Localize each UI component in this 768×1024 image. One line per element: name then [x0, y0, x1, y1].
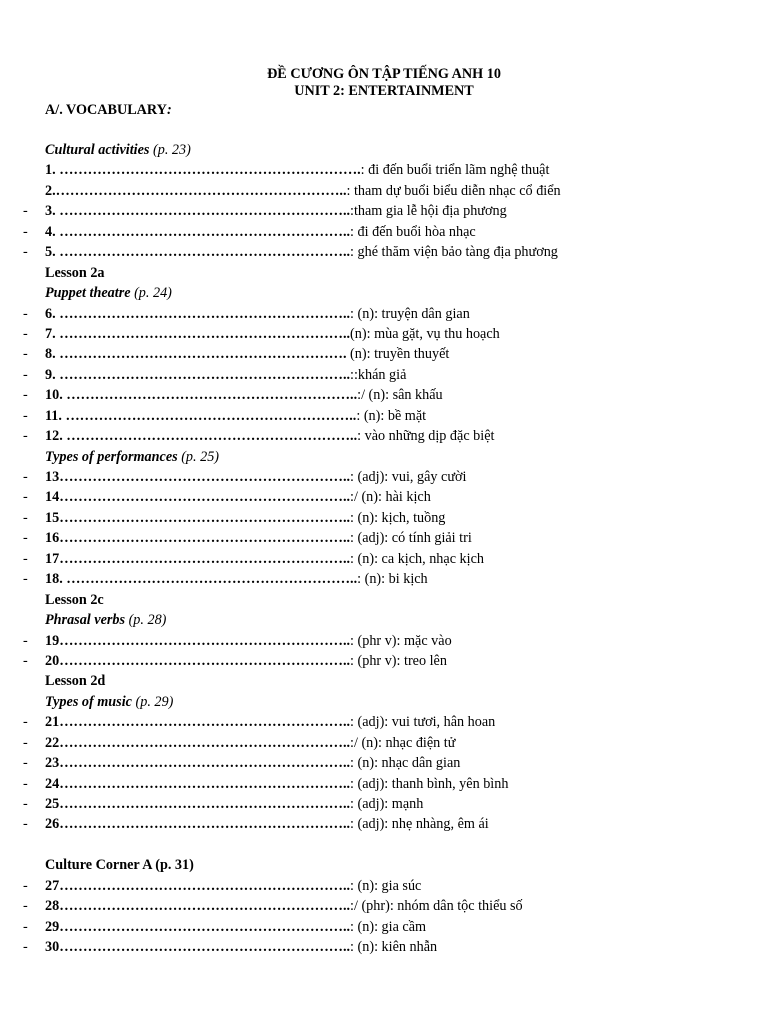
- vocab-item-text: [45, 242, 558, 262]
- item-definition: ::khán giả: [350, 366, 407, 383]
- header-line: [0, 610, 768, 630]
- vocab-item: [0, 508, 768, 528]
- vocab-item-text: [45, 324, 500, 344]
- item-definition: : (n): kiên nhẫn: [350, 939, 438, 956]
- item-number: 6. ……………………………………………………..: [45, 305, 351, 322]
- item-definition: : (n): ca kịch, nhạc kịch: [350, 550, 484, 567]
- lesson-line: [0, 671, 768, 691]
- topic-title: Cultural activities: [45, 142, 150, 158]
- vocab-item: [0, 712, 768, 732]
- item-number: 13……………………………………………………..: [45, 469, 351, 485]
- item-number: 21……………………………………………………..: [45, 714, 351, 731]
- bullet-dash: -: [23, 223, 28, 240]
- bullet-dash: -: [23, 755, 28, 772]
- vocab-item-text: [45, 528, 472, 548]
- item-number: 9. ……………………………………………………..: [45, 366, 351, 383]
- vocab-item-text: [45, 385, 443, 405]
- vocab-item-text: [45, 181, 561, 201]
- item-definition: :/ (n): nhạc điện tử: [350, 734, 456, 751]
- item-definition: : đi đến buổi hòa nhạc: [350, 223, 476, 240]
- item-number: 26……………………………………………………..: [45, 816, 351, 833]
- topic-page: (p. 25): [177, 448, 220, 465]
- item-number: 4. ……………………………………………………..: [45, 223, 351, 240]
- vocab-item: [0, 651, 768, 671]
- vocab-item-text: [45, 937, 437, 957]
- blank-line: [0, 835, 768, 855]
- bullet-dash: -: [23, 244, 28, 261]
- item-number: 12. ……………………………………………………..: [45, 428, 358, 445]
- item-definition: : (n): bi kịch: [357, 571, 428, 588]
- item-definition: : (n): truyện dân gian: [350, 305, 470, 322]
- bullet-dash: -: [23, 346, 28, 363]
- item-definition: (n): truyền thuyết: [350, 346, 450, 363]
- vocab-item: [0, 569, 768, 589]
- item-number: 10. ……………………………………………………..: [45, 387, 358, 404]
- vocab-item: [0, 917, 768, 937]
- vocab-item-text: [45, 733, 455, 753]
- vocab-item: [0, 160, 768, 180]
- vocab-item-text: [45, 406, 426, 426]
- item-definition: : ghé thăm viện bảo tàng địa phương: [350, 244, 558, 261]
- vocab-item: [0, 365, 768, 385]
- vocab-item: [0, 814, 768, 834]
- vocab-item-text: [45, 753, 460, 773]
- vocab-item-text: [45, 814, 489, 834]
- bullet-dash: -: [23, 877, 28, 894]
- item-definition: : tham dự buổi biểu diễn nhạc cổ điển: [346, 182, 561, 199]
- bullet-dash: -: [23, 387, 28, 404]
- bullet-dash: -: [23, 550, 28, 567]
- vocab-item: [0, 385, 768, 405]
- vocab-item: [0, 774, 768, 794]
- section-label: A/. VOCABULARY: [45, 102, 167, 118]
- item-definition: :/ (n): hài kịch: [350, 489, 431, 506]
- vocab-item: [0, 549, 768, 569]
- item-definition: : đi đến buổi triển lãm nghệ thuật: [360, 162, 550, 179]
- lesson-heading: Lesson 2a: [45, 264, 105, 281]
- section-heading: [45, 102, 172, 119]
- bullet-dash: -: [23, 530, 28, 547]
- vocab-item-text: [45, 222, 476, 242]
- item-number: 2.……………………………………………………..: [45, 182, 347, 199]
- item-definition: : (n): kịch, tuồng: [350, 509, 446, 526]
- topic-heading: [45, 447, 219, 467]
- topic-heading: [45, 140, 191, 160]
- vocab-item: [0, 487, 768, 507]
- vocab-item: [0, 344, 768, 364]
- item-number: 19……………………………………………………..: [45, 632, 351, 649]
- bullet-dash: -: [23, 489, 28, 506]
- document-title: ĐỀ CƯƠNG ÔN TẬP TIẾNG ANH 10: [267, 66, 501, 82]
- vocab-item-text: [45, 631, 452, 651]
- item-definition: (n): mùa gặt, vụ thu hoạch: [350, 325, 500, 342]
- item-definition: : (n): gia súc: [350, 877, 422, 894]
- vocab-item-text: [45, 365, 406, 385]
- item-number: 16……………………………………………………..: [45, 530, 351, 547]
- bullet-dash: -: [23, 571, 28, 588]
- vocab-item: [0, 201, 768, 221]
- vocab-item: [0, 426, 768, 446]
- bullet-dash: -: [23, 775, 28, 792]
- vocab-item: [0, 528, 768, 548]
- header-line: [0, 283, 768, 303]
- vocab-item: [0, 937, 768, 957]
- vocab-item-text: [45, 917, 426, 937]
- vocab-item: [0, 631, 768, 651]
- bullet-dash: -: [23, 632, 28, 649]
- bullet-dash: -: [23, 428, 28, 445]
- vocab-item-text: [45, 549, 484, 569]
- item-number: 24……………………………………………………..: [45, 775, 351, 792]
- lesson-line: [0, 263, 768, 283]
- item-number: 14……………………………………………………..: [45, 489, 351, 506]
- bullet-dash: -: [23, 325, 28, 342]
- item-definition: : (phr v): mặc vào: [350, 632, 452, 649]
- topic-page: (p. 29): [131, 693, 174, 710]
- topic-page: (p. 23): [149, 142, 191, 158]
- lesson-line: [0, 590, 768, 610]
- bullet-dash: -: [23, 469, 28, 485]
- item-definition: :/ (n): sân khấu: [357, 387, 443, 404]
- bullet-dash: -: [23, 796, 28, 812]
- topic-title: Puppet theatre: [45, 285, 131, 302]
- topic-page: (p. 24): [130, 285, 172, 302]
- vocab-item: [0, 794, 768, 814]
- culture-corner-heading: Culture Corner A (p. 31): [45, 857, 194, 874]
- vocab-item: [0, 181, 768, 201]
- bullet-dash: -: [23, 734, 28, 751]
- item-number: 30……………………………………………………..: [45, 939, 351, 956]
- vocab-item: [0, 467, 768, 487]
- topic-title: Types of music: [45, 693, 132, 710]
- vocab-item-text: [45, 896, 523, 916]
- vocab-item-text: [45, 487, 431, 507]
- item-number: 18. ……………………………………………………..: [45, 571, 358, 588]
- item-number: 8. …………………………………………………….: [45, 346, 351, 363]
- item-definition: : (n): gia cầm: [350, 918, 427, 935]
- unit-title: UNIT 2: ENTERTAINMENT: [294, 83, 474, 99]
- corner-line: [0, 855, 768, 875]
- vocab-item-text: [45, 344, 449, 364]
- bullet-dash: -: [23, 714, 28, 731]
- vocab-item-text: [45, 508, 445, 528]
- item-number: 11. ……………………………………………………..: [45, 407, 357, 424]
- vocab-item-text: [45, 467, 466, 487]
- bullet-dash: -: [23, 305, 28, 322]
- bullet-dash: -: [23, 652, 28, 669]
- lesson-heading: Lesson 2c: [45, 591, 104, 608]
- bullet-dash: -: [23, 939, 28, 956]
- item-number: 3. ……………………………………………………..: [45, 203, 351, 220]
- topic-heading: [45, 692, 173, 712]
- bullet-dash: -: [23, 918, 28, 935]
- item-definition: : (phr v): treo lên: [350, 652, 447, 669]
- topic-title: Phrasal verbs: [45, 612, 126, 629]
- vocab-item: [0, 896, 768, 916]
- section-colon: :: [166, 102, 172, 118]
- vocab-item-text: [45, 794, 423, 814]
- topic-page: (p. 28): [125, 612, 167, 629]
- item-definition: : (adj): có tính giải tri: [350, 530, 472, 547]
- item-definition: : (adj): vui tươi, hân hoan: [350, 714, 496, 731]
- header-line: [0, 447, 768, 467]
- vocab-item-text: [45, 426, 494, 446]
- bullet-dash: -: [23, 407, 28, 424]
- topic-heading: [45, 283, 172, 303]
- header-line: [0, 140, 768, 160]
- bullet-dash: -: [23, 509, 28, 526]
- vocab-item: [0, 304, 768, 324]
- item-definition: : (adj): nhẹ nhàng, êm ái: [350, 816, 489, 833]
- item-definition: : (adj): mạnh: [350, 796, 424, 812]
- vocab-item-text: [45, 876, 421, 896]
- item-definition: : vào những dịp đặc biệt: [357, 428, 495, 445]
- item-number: 25……………………………………………………..: [45, 796, 351, 812]
- vocab-item: [0, 876, 768, 896]
- vocab-item-text: [45, 160, 549, 180]
- vocabulary-list: [0, 140, 768, 958]
- item-number: 17……………………………………………………..: [45, 550, 351, 567]
- item-number: 28……………………………………………………..: [45, 898, 351, 915]
- vocab-item-text: [45, 201, 507, 221]
- vocab-item: [0, 733, 768, 753]
- vocab-item: [0, 242, 768, 262]
- bullet-dash: -: [23, 898, 28, 915]
- item-definition: : (adj): thanh bình, yên bình: [350, 775, 509, 792]
- item-number: 27……………………………………………………..: [45, 877, 351, 894]
- item-number: 15……………………………………………………..: [45, 509, 351, 526]
- item-definition: :tham gia lễ hội địa phương: [350, 203, 507, 220]
- lesson-heading: Lesson 2d: [45, 673, 106, 690]
- item-number: 1. ……………………………………………………….: [45, 162, 361, 179]
- vocab-item-text: [45, 569, 428, 589]
- bullet-dash: -: [23, 203, 28, 220]
- item-definition: : (n): bề mặt: [356, 407, 427, 424]
- vocab-item-text: [45, 651, 447, 671]
- item-number: 29……………………………………………………..: [45, 918, 351, 935]
- header-line: [0, 692, 768, 712]
- topic-heading: [45, 610, 166, 630]
- item-definition: : (n): nhạc dân gian: [350, 755, 461, 772]
- item-number: 5. ……………………………………………………..: [45, 244, 351, 261]
- vocab-item-text: [45, 712, 495, 732]
- item-definition: : (adj): vui, gây cười: [350, 469, 467, 485]
- item-number: 23……………………………………………………..: [45, 755, 351, 772]
- bullet-dash: -: [23, 816, 28, 833]
- item-number: 22……………………………………………………..: [45, 734, 351, 751]
- bullet-dash: -: [23, 366, 28, 383]
- vocab-item: [0, 222, 768, 242]
- vocab-item: [0, 753, 768, 773]
- vocab-item-text: [45, 304, 470, 324]
- item-definition: :/ (phr): nhóm dân tộc thiểu số: [350, 898, 523, 915]
- vocab-item-text: [45, 774, 508, 794]
- vocab-item: [0, 324, 768, 344]
- vocab-item: [0, 406, 768, 426]
- item-number: 7. ……………………………………………………..: [45, 325, 351, 342]
- item-number: 20……………………………………………………..: [45, 652, 351, 669]
- topic-title: Types of performances: [45, 448, 178, 465]
